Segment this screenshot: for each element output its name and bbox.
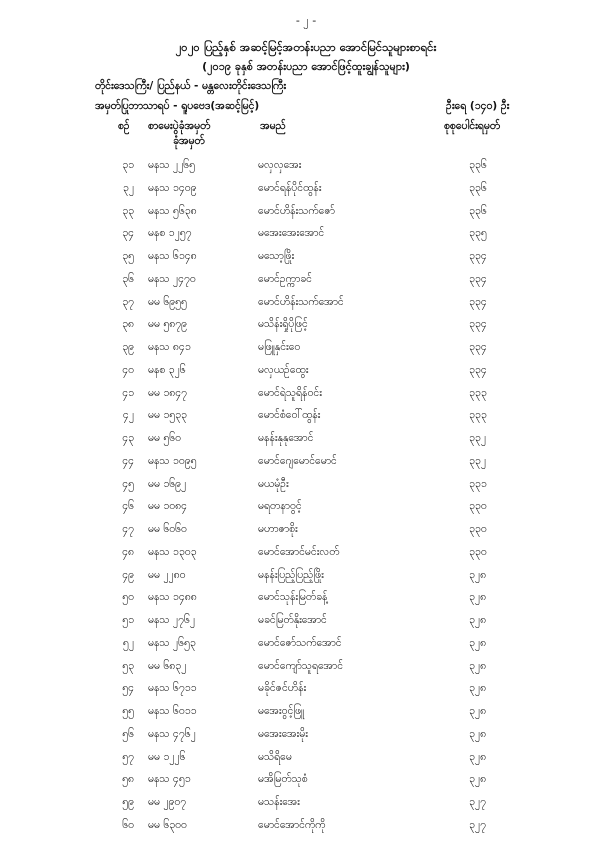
subject-line: အမှတ်ပြုဘာသာရပ် - ရူပဗေဒ(အဆင့်မြင့်) xyxy=(95,100,260,112)
row-number: ၃၈ xyxy=(122,318,134,331)
header-no: စဉ် xyxy=(118,120,130,132)
total-score: ၃၃၄ xyxy=(469,295,487,308)
total-score: ၃၃၃ xyxy=(469,386,487,399)
roll-number: မနသ ၁၃၀၃ xyxy=(148,545,197,558)
row-number: ၅၂ xyxy=(122,636,134,649)
total-score: ၃၂၇ xyxy=(469,796,486,808)
table-row xyxy=(0,182,612,205)
roll-number: မနသ ၂၂၆၅ xyxy=(148,159,196,171)
table-row xyxy=(0,341,612,364)
table-row xyxy=(0,159,612,182)
total-score: ၃၃၄ xyxy=(469,272,487,285)
table-row xyxy=(0,387,612,410)
row-number: ၅၈ xyxy=(122,773,134,786)
roll-number: မနသ ၁၄၈၈ xyxy=(148,591,197,604)
table-row xyxy=(0,751,612,774)
row-number: ၄၂ xyxy=(122,409,134,422)
total-score: ၃၂၈ xyxy=(469,773,487,786)
row-number: ၅၉ xyxy=(122,796,134,808)
row-number: ၅၆ xyxy=(122,727,134,740)
row-number: ၄၈ xyxy=(122,545,134,558)
total-score: ၃၃၀ xyxy=(469,500,487,513)
table-row xyxy=(0,205,612,228)
student-name: မောင်အောင်မင်းလတ် xyxy=(258,545,340,558)
table-row xyxy=(0,523,612,546)
document-title: ၂၀၂၀ ပြည့်နှစ် အဆင့်မြင့်အတန်းပညာ အောင်မြင်သူများစာရင်း xyxy=(175,40,437,54)
table-row xyxy=(0,296,612,319)
table-row xyxy=(0,455,612,478)
header-roll-number-line2: ခုံအမှတ် xyxy=(173,135,205,147)
roll-number: မနသ ၂၆၅၃ xyxy=(148,636,196,649)
roll-number: မနသ ၁၄၀၉ xyxy=(148,181,197,194)
total-score: ၃၂၈ xyxy=(469,705,487,717)
row-number: ၅၀ xyxy=(122,591,134,604)
document-subtitle: (၂၀၁၉ ခုနှစ် အတန်းပညာ အောင်ဖြင့်ထူးချွန်သူများ) xyxy=(202,60,410,73)
total-score: ၃၂၇ xyxy=(469,818,486,831)
roll-number: မမ ၆၉၅၅ xyxy=(148,295,187,308)
student-name: မောင်ရဲသူရိန်ဝင်း xyxy=(258,386,322,399)
roll-number: မနသ ၄၇၆၂ xyxy=(148,727,196,740)
region-line: တိုင်းဒေသကြီး/ ပြည်နယ် - မန္တလေးတိုင်းဒေသကြီး xyxy=(95,80,286,92)
student-name: မသန်းအေး xyxy=(258,796,300,808)
table-row xyxy=(0,637,612,660)
student-name: မောင်ဂျေမောင်မောင် xyxy=(258,454,337,467)
total-score: ၃၃၁ xyxy=(469,477,487,490)
student-name: မအေးအေးမိုး xyxy=(258,727,308,740)
total-score: ၃၂၈ xyxy=(469,659,487,672)
table-row xyxy=(0,273,612,296)
roll-number: မနသ ၆၇၁၁ xyxy=(148,682,197,695)
table-row xyxy=(0,705,612,728)
table-row xyxy=(0,364,612,387)
student-name: မခိုင်ဇင်ဟိန်း xyxy=(258,682,307,695)
row-number: ၅၅ xyxy=(122,705,134,717)
table-row xyxy=(0,773,612,796)
roll-number: မနသ ၆၀၁၁ xyxy=(148,705,197,717)
student-name: မောင်အောင်ကိုကို xyxy=(258,818,326,831)
table-row xyxy=(0,546,612,569)
student-name: မောင်ဟိန်းသက်အောင် xyxy=(258,295,344,308)
table-row xyxy=(0,432,612,455)
student-name: မအေးဝွင့်ဖြူ xyxy=(258,705,305,717)
total-score: ၃၂၈ xyxy=(469,614,487,626)
total-score: ၃၂၈ xyxy=(469,591,487,604)
row-number: ၄၄ xyxy=(122,454,134,467)
total-score: ၃၃၆ xyxy=(469,181,487,194)
row-number: ၃၁ xyxy=(122,159,134,171)
table-row xyxy=(0,227,612,250)
row-number: ၃၃ xyxy=(122,204,134,217)
table-row xyxy=(0,591,612,614)
row-number: ၄၀ xyxy=(122,363,134,376)
roll-number: မနသ ၁၀၉၅ xyxy=(148,454,197,467)
header-roll-number: စာမေးပွဲခုံအမှတ် xyxy=(148,120,211,132)
roll-number: မနစ ၃၂၆ xyxy=(148,363,186,376)
student-name: မောင်ဇော်သက်အောင် xyxy=(258,636,342,649)
student-name: မရတနာဝွင့် xyxy=(258,500,302,513)
row-number: ၃၆ xyxy=(122,272,134,285)
total-score: ၃၃၄ xyxy=(469,363,487,376)
row-number: ၃၇ xyxy=(122,295,134,308)
total-score: ၃၂၈ xyxy=(469,682,487,695)
total-score: ၃၂၈ xyxy=(469,636,487,649)
row-number: ၄၅ xyxy=(122,477,134,490)
student-name: မယမုံဦး xyxy=(258,477,289,490)
page-number: - ၂ - xyxy=(295,14,317,27)
table-row xyxy=(0,569,612,592)
student-name: မလှလှအေး xyxy=(258,159,302,171)
roll-number: မနသ ၄၅၁ xyxy=(148,773,191,786)
student-name: မနန်းနုနုအောင် xyxy=(258,432,314,444)
row-number: ၄၃ xyxy=(122,432,134,444)
row-number: ၆၀ xyxy=(122,818,134,831)
roll-number: မနသ ၅၆၃၈ xyxy=(148,204,197,217)
total-score: ၃၂၈ xyxy=(469,727,487,740)
row-number: ၄၆ xyxy=(122,500,134,513)
row-number: ၃၂ xyxy=(122,181,134,194)
roll-number: မမ ၆၈၃၂ xyxy=(148,659,187,672)
roll-number: မမ ၁၆၉၂ xyxy=(148,477,187,490)
row-number: ၅၇ xyxy=(122,750,134,763)
roll-number: မမ ၆၃၀၀ xyxy=(148,818,187,831)
total-score: ၃၂၈ xyxy=(469,568,487,581)
student-name: မဟာဇာစိုး xyxy=(258,523,298,535)
roll-number: မမ ၁၈၄၇ xyxy=(148,386,188,399)
row-number: ၃၄ xyxy=(122,227,134,240)
student-name: မောင်ရန်ပိုင်ထွန်း xyxy=(258,181,322,194)
roll-number: မနသ ၈၄၁ xyxy=(148,341,191,353)
student-name: မအေးအေးအောင် xyxy=(258,227,325,240)
total-score: ၃၃၆ xyxy=(469,204,487,217)
total-score: ၃၃၆ xyxy=(469,159,487,171)
results-table xyxy=(0,159,612,842)
student-name: မသော့ဖြိုး xyxy=(258,250,295,262)
student-name: မောင်စံဝေါ်ထွန်း xyxy=(258,409,321,422)
table-row xyxy=(0,318,612,341)
header-total-score: စုစုပေါင်းရမှတ် xyxy=(444,120,501,132)
row-number: ၅၃ xyxy=(122,659,134,672)
total-count: ဦးရေ (၁၄၀) ဦး xyxy=(446,100,510,112)
total-score: ၃၃၄ xyxy=(469,341,487,353)
roll-number: မမ ၂၂၈၀ xyxy=(148,568,186,581)
row-number: ၅၄ xyxy=(122,682,134,695)
total-score: ၃၃၅ xyxy=(469,227,487,240)
total-score: ၃၃၂ xyxy=(469,432,486,444)
student-name: မခင်မြတ်နိုးအောင် xyxy=(258,614,327,626)
row-number: ၄၁ xyxy=(122,386,134,399)
student-name: မောင်ဥက္ကာခင် xyxy=(258,272,312,285)
roll-number: မနစ ၁၂၅၇ xyxy=(148,227,192,240)
student-name: မသိန်းရှိုပိုဖြင့် xyxy=(258,318,308,331)
row-number: ၄၇ xyxy=(122,523,134,535)
student-name: မောင်ဟိန်းသက်ဇော် xyxy=(258,204,335,217)
table-row xyxy=(0,250,612,273)
row-number: ၃၅ xyxy=(122,250,134,262)
table-row xyxy=(0,660,612,683)
table-row xyxy=(0,819,612,842)
student-name: မနန်းပြည့်ပြည့်ဖြိုး xyxy=(258,568,324,581)
roll-number: မမ ၅၈၇၉ xyxy=(148,318,188,331)
table-row xyxy=(0,409,612,432)
table-row xyxy=(0,500,612,523)
total-score: ၃၃၂ xyxy=(469,454,486,467)
total-score: ၃၃၀ xyxy=(469,545,487,558)
table-row xyxy=(0,728,612,751)
total-score: ၃၂၈ xyxy=(469,750,487,763)
roll-number: မနသ ၂၇၆၂ xyxy=(148,614,196,626)
roll-number: မမ ၁၂၂၆ xyxy=(148,750,186,763)
row-number: ၃၉ xyxy=(122,341,134,353)
student-name: မအိမြတ်သုစံ xyxy=(258,773,308,786)
total-score: ၃၃၃ xyxy=(469,409,487,422)
roll-number: မမ ၂၉၀၇ xyxy=(148,796,187,808)
total-score: ၃၃၄ xyxy=(469,250,487,262)
total-score: ၃၃၄ xyxy=(469,318,487,331)
student-name: မဖြူနှင်းဝေ xyxy=(258,341,301,353)
roll-number: မမ ၆၀၆၀ xyxy=(148,523,187,535)
table-row xyxy=(0,614,612,637)
roll-number: မနသ ၂၄၇၀ xyxy=(148,272,196,285)
student-name: မောင်ကျော်သူရအောင် xyxy=(258,659,344,672)
table-row xyxy=(0,478,612,501)
student-name: မသိရိမေ xyxy=(258,750,292,763)
table-row xyxy=(0,796,612,819)
roll-number: မမ ၁၅၃၃ xyxy=(148,409,187,422)
header-name: အမည် xyxy=(260,120,286,132)
student-name: မလှယဉ်ထွေး xyxy=(258,363,309,376)
table-row xyxy=(0,682,612,705)
roll-number: မမ ၅၆၀ xyxy=(148,432,182,444)
row-number: ၄၉ xyxy=(122,568,134,581)
roll-number: မနသ ၆၁၄၈ xyxy=(148,250,197,262)
total-score: ၃၃၀ xyxy=(469,523,487,535)
row-number: ၅၁ xyxy=(122,614,134,626)
student-name: မောင်သုန်းမြတ်ခန့် xyxy=(258,591,328,604)
roll-number: မမ ၁၀၈၄ xyxy=(148,500,188,513)
